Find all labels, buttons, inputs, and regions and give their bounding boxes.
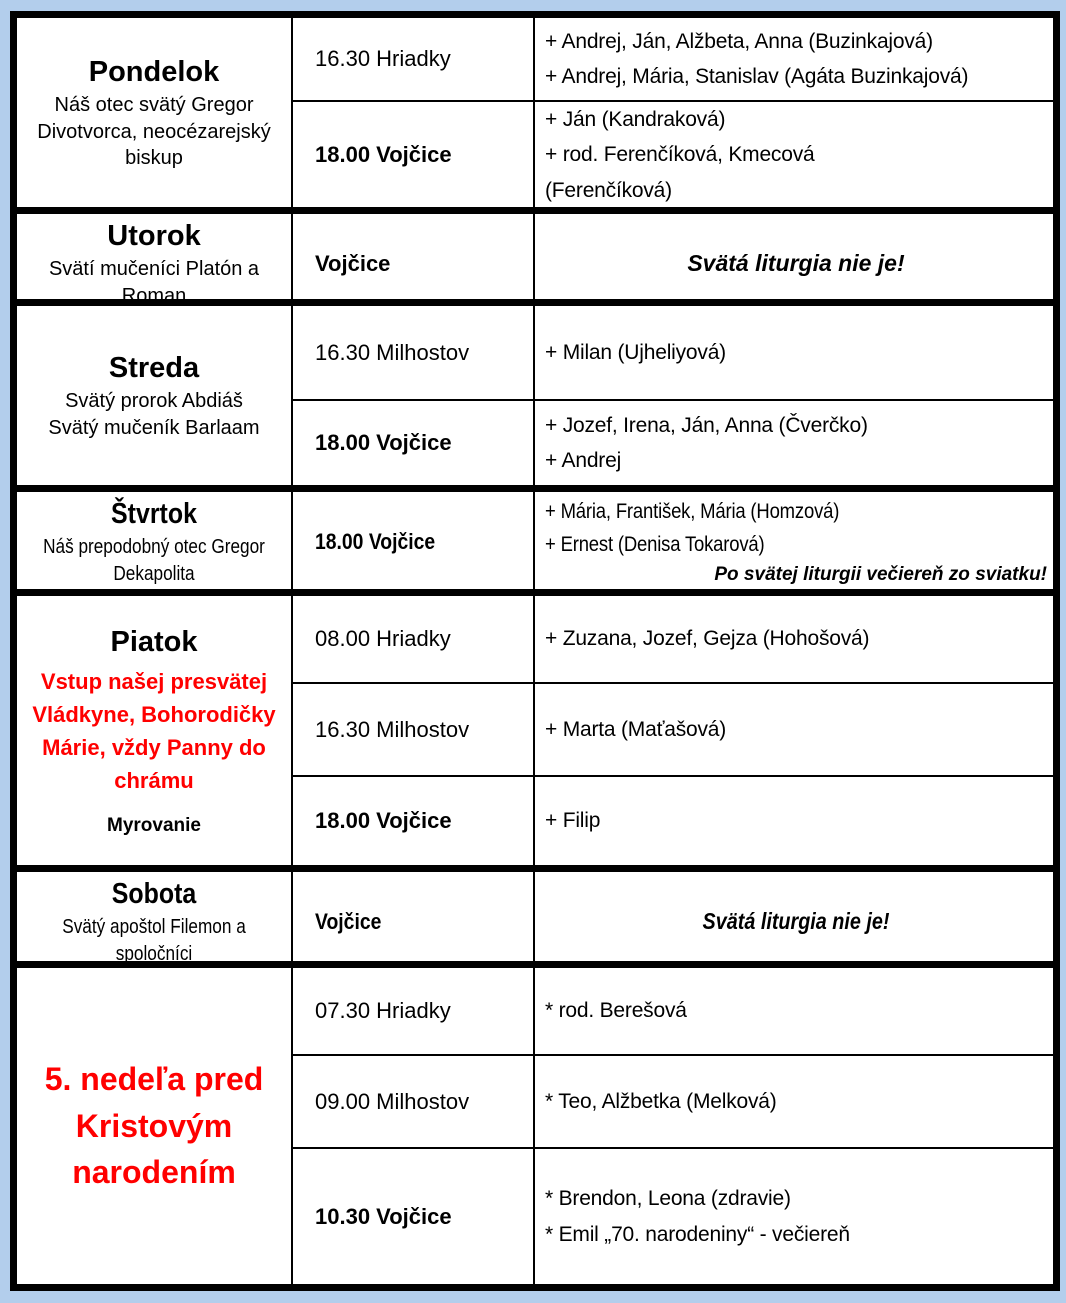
time-location-cell [293,100,535,208]
time-location: Vojčice [315,908,382,934]
intention-line: + Andrej, Ján, Alžbeta, Anna (Buzinkajová) [545,29,933,53]
time-location: 10.30 Vojčice [315,1203,452,1229]
intentions-cell [535,775,1053,865]
intention-line: + Ernest (Denisa Tokarová) [545,533,765,557]
day-group-sobota [17,872,1053,968]
notice-cell [535,872,1053,971]
day-name: Sobota [111,878,197,910]
intention-line: * Teo, Alžbetka (Melková) [545,1089,777,1113]
time-location-cell [293,682,535,775]
liturgy-schedule-table [10,11,1060,1291]
sunday-title-red: 5. nedeľa pred Kristovým narodením [44,1061,264,1191]
day-group-pondelok [17,18,1053,214]
time-location-cell [293,1147,535,1284]
time-location: 16.30 Milhostov [315,716,470,742]
day-description: Svätý mučeník Barlaam [48,416,260,439]
day-description: Svätý apoštol Filemon a spoločníci [62,916,246,965]
day-group-piatok [17,596,1053,872]
intention-line: * Brendon, Leona (zdravie) [545,1187,791,1211]
notice-cell [535,214,1053,313]
myrovanie-label: Myrovanie [107,814,201,836]
intention-line: + Jozef, Irena, Ján, Anna (Čverčko) [545,413,868,437]
time-location-cell [293,18,535,100]
intention-line: + Milan (Ujheliyová) [545,340,726,364]
intentions-cell [535,596,1053,682]
day-text-block [41,876,266,967]
time-location-cell [293,1054,535,1147]
time-location-cell [293,492,535,591]
time-location: 16.30 Milhostov [315,339,470,365]
time-location-cell [293,968,535,1054]
day-cell [17,872,293,971]
intentions-cell [535,18,1053,100]
day-name: Piatok [110,626,198,659]
no-liturgy-notice: Svätá liturgia nie je! [702,908,890,935]
intention-line: + rod. Ferenčíková, Kmecová [545,143,815,167]
intentions-cell [535,399,1053,485]
day-name: Streda [108,351,200,384]
day-group-streda [17,306,1053,492]
intentions-cell [535,306,1053,399]
day-cell [17,214,293,313]
time-location: 18.00 Vojčice [315,141,452,167]
day-name: Pondelok [88,56,220,89]
intentions-cell [535,100,1053,208]
intention-line: (Ferenčíková) [545,178,672,202]
vespers-footnote: Po svätej liturgii večiereň zo sviatku! [714,563,1047,585]
day-text-block [41,496,266,587]
time-location-cell [293,214,535,313]
time-location-cell [293,596,535,682]
day-cell [17,596,293,865]
day-group-nedela [17,968,1053,1284]
day-description: Náš otec svätý Gregor Divotvorca, neocézarejský biskup [37,94,271,170]
time-location-cell [293,872,535,971]
day-group-utorok [17,214,1053,306]
time-location: 18.00 Vojčice [315,808,452,833]
time-location: 18.00 Vojčice [315,430,452,455]
time-location: 18.00 Vojčice [315,528,436,554]
intentions-cell [535,968,1053,1054]
day-cell [17,18,293,208]
time-location-cell [293,306,535,399]
intentions-cell [535,1054,1053,1147]
intentions-cell [535,492,1053,591]
intentions-cell [535,682,1053,775]
intention-line: + Andrej, Mária, Stanislav (Agáta Buzinkajová) [545,65,969,88]
intention-line: + Ján (Kandraková) [545,108,726,131]
time-location: 08.00 Hriadky [315,626,451,651]
time-location-cell [293,775,535,865]
day-group-stvrtok [17,492,1053,596]
intentions-cell [535,1147,1053,1284]
feast-description-red: Vstup našej presvätej Vládkyne, Bohorodičky Márie, vždy Panny do chrámu [32,668,276,793]
day-cell [17,492,293,591]
time-location: 09.00 Milhostov [315,1088,470,1114]
day-description: Svätý prorok Abdiáš [65,390,243,413]
intention-line: + Marta (Maťašová) [545,717,727,741]
day-description: Svätí mučeníci Platón a Roman [48,258,260,307]
intention-line: * rod. Berešová [545,999,687,1023]
time-location: 07.30 Hriadky [315,998,451,1023]
intention-line: + Zuzana, Jozef, Gejza (Hohošová) [545,627,870,651]
intention-line: * Emil „70. narodeniny“ - večiereň [545,1222,850,1246]
day-cell [17,306,293,485]
day-description: Náš prepodobný otec Gregor Dekapolita [43,536,265,585]
day-cell [17,968,293,1284]
time-location: Vojčice [315,250,391,276]
time-location-cell [293,399,535,485]
intention-line: + Filip [545,809,601,833]
intention-line: + Andrej [545,449,622,472]
time-location: 16.30 Hriadky [315,46,451,71]
day-name: Utorok [107,220,201,252]
day-name: Štvrtok [111,498,197,530]
intention-line: + Mária, František, Mária (Homzová) [545,499,840,523]
no-liturgy-notice: Svätá liturgia nie je! [687,250,905,277]
